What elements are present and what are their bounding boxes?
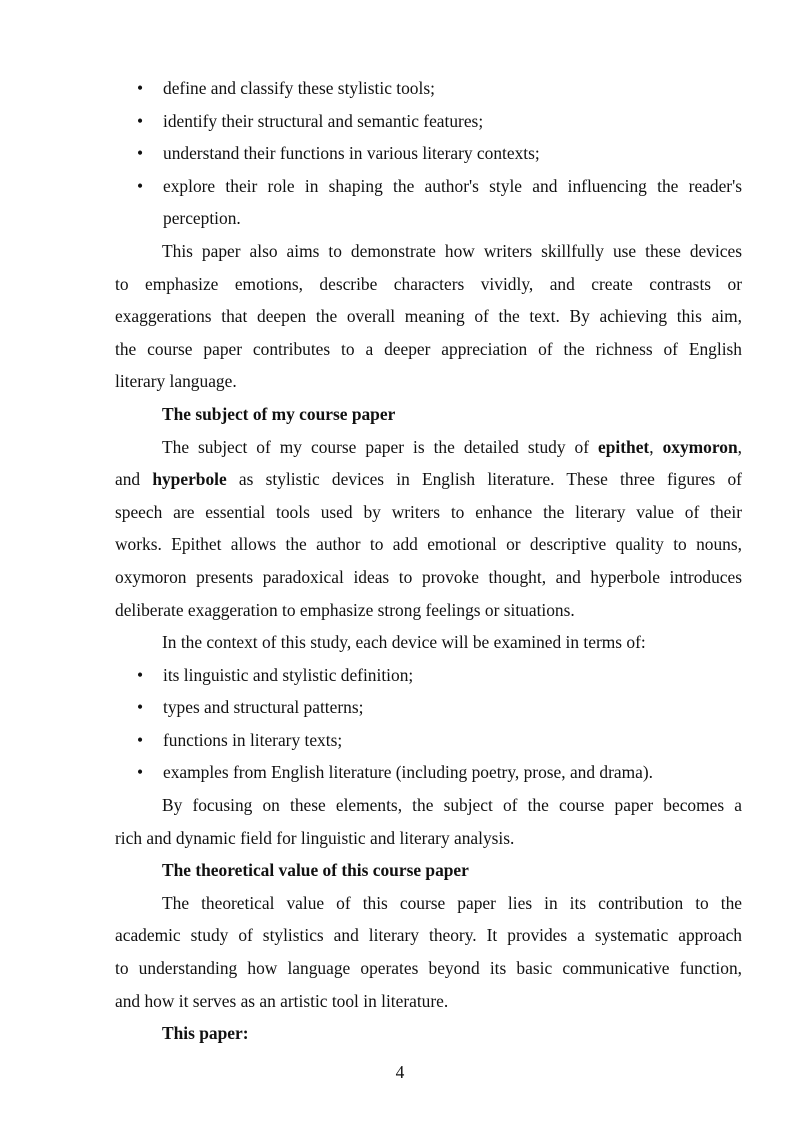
paragraph-theoretical: The theoretical value of this course paper lies in its contribution to the academic study of stylistics and literary theory. It provides a systematic approach to understanding how language operates beyond its basic communicative function, and how it serves as an artistic tool in literature. bbox=[115, 892, 742, 1011]
term-epithet: epithet bbox=[598, 436, 650, 457]
bullet: • bbox=[137, 729, 144, 750]
examination-list bbox=[115, 659, 742, 789]
list-item: • functions in literary texts; bbox=[115, 724, 742, 757]
list-item: • identify their structural and semantic features; bbox=[115, 105, 742, 138]
list-item: • its linguistic and stylistic definition; bbox=[115, 659, 742, 692]
heading-this-paper: This paper: bbox=[162, 1023, 249, 1044]
bullet: • bbox=[137, 78, 144, 98]
bullet: • bbox=[137, 175, 144, 196]
page-number: 4 bbox=[395, 1062, 405, 1082]
paragraph-aims: This paper also aims to demonstrate how writers skillfully use these devices to emphasize emotions, describe characters vividly, and create contrasts or exaggerations that deepen the overall meaning of the text. By achieving this aim, the course paper contributes to a deeper appreciation of the richness of English literary language. bbox=[115, 240, 742, 392]
paragraph-focus: By focusing on these elements, the subject of the course paper becomes a rich and dynamic field for linguistic and literary analysis. bbox=[115, 795, 742, 848]
paragraph-context: In the context of this study, each device will be examined in terms of: bbox=[162, 632, 646, 653]
term-oxymoron: oxymoron bbox=[662, 436, 738, 457]
bullet: • bbox=[137, 110, 144, 131]
bullet: • bbox=[137, 697, 144, 718]
list-item: • examples from English literature (including poetry, prose, and drama). bbox=[115, 756, 742, 789]
bullet: • bbox=[137, 762, 144, 783]
heading-subject: The subject of my course paper bbox=[162, 403, 396, 424]
heading-theoretical-value: The theoretical value of this course paper bbox=[162, 860, 469, 881]
bullet: • bbox=[137, 143, 144, 164]
list-item: • define and classify these stylistic tools; bbox=[115, 72, 742, 105]
paragraph-subject: The subject of my course paper is the detailed study of epithet, oxymoron, and hyperbole as stylistic devices in English literature. These three figures of speech are essential tools used by writers to enhance the literary value of their works. Epithet allows the author to add emotional or descriptive quality to nouns, oxymoron presents paradoxical ideas to provoke thought, and hyperbole introduces deliberate exaggeration to emphasize strong feelings or situations. bbox=[115, 436, 742, 620]
list-item: • types and structural patterns; bbox=[115, 691, 742, 724]
bullet: • bbox=[137, 664, 144, 685]
list-item: • explore their role in shaping the author's style and influencing the reader's bbox=[115, 170, 742, 203]
list-item-continuation: perception. bbox=[163, 208, 241, 229]
aims-list bbox=[115, 72, 742, 235]
page-body bbox=[115, 72, 742, 1050]
list-item: • understand their functions in various literary contexts; bbox=[115, 137, 742, 170]
term-hyperbole: hyperbole bbox=[152, 469, 227, 490]
